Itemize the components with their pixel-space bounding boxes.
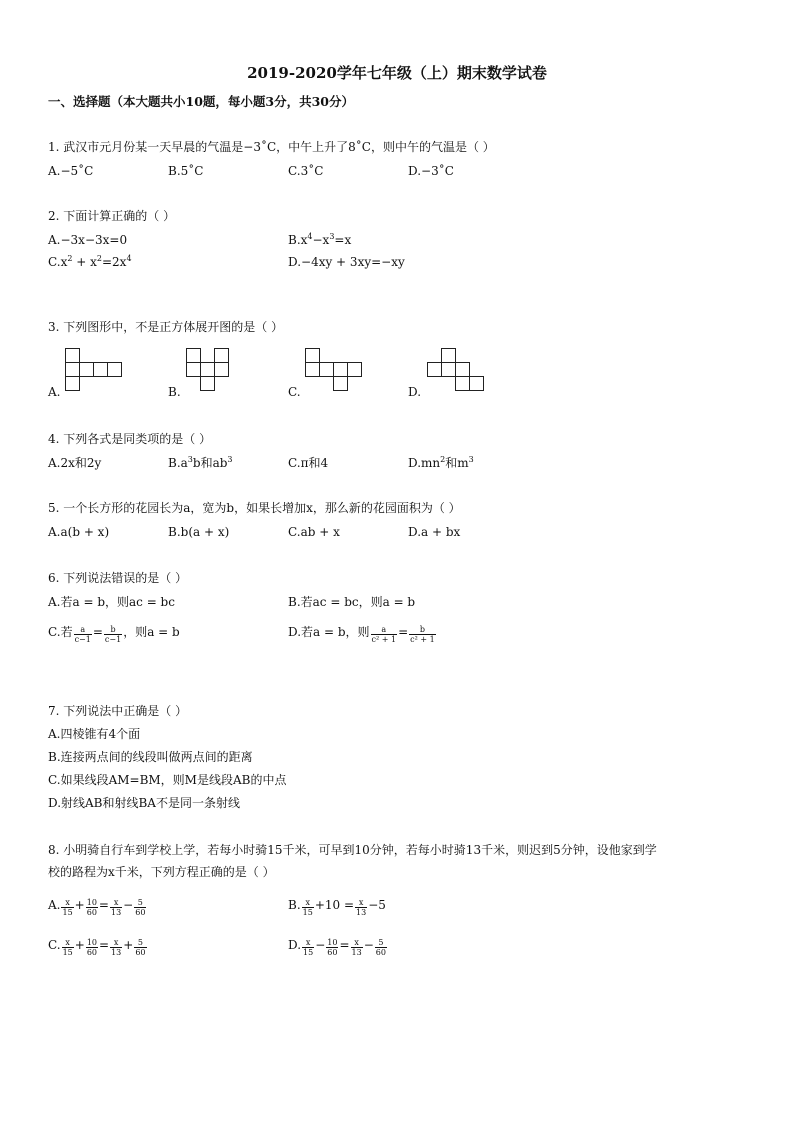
q4-option-c: C.π和4: [288, 456, 329, 470]
q7-option-a: A.四棱锥有4个面: [48, 727, 141, 741]
q2-stem: 2. 下面计算正确的（ ）: [48, 209, 176, 223]
exam-title: 2019-2020学年七年级（上）期末数学试卷: [247, 64, 547, 82]
q6-option-c: C.若 $\frac{a}{c-1}$ = $\frac{b}{c-1}$ ，则a = b: [48, 625, 180, 644]
q2-option-d: D.−4xy + 3xy=−xy: [288, 255, 405, 269]
q1-option-a: A.−5˚C: [48, 164, 94, 178]
q8-stem-line1: 8. 小明骑自行车到学校上学，若每小时骑15千米，可早到10分钟，若每小时骑13千米，则迟到5分钟，设他家到学: [48, 843, 657, 857]
q4-option-b: $B.a^3b$和$ab^3$: [168, 455, 233, 470]
q7-option-b: B.连接两点间的线段叫做两点间的距离: [48, 750, 253, 764]
q2-option-b: $B.x^4-x^3=x$: [288, 232, 352, 247]
q1-stem: 1. 武汉市元月份某一天早晨的气温是−3˚C，中午上升了8˚C，则中午的气温是（ ）: [48, 140, 495, 154]
q3-option-d: D.: [408, 385, 422, 399]
q7-option-d: D.射线AB和射线BA不是同一条射线: [48, 796, 240, 810]
q8-option-c: C. $\frac{x}{15}$ + $\frac{10}{60}$ = $\frac{x}{13}$ + $\frac{5}{60}$: [48, 938, 146, 957]
q2-option-c: $C.x^2 + x^2=2x^4$: [48, 254, 132, 269]
q6-option-a: A.若a = b，则ac = bc: [48, 595, 175, 609]
q1-option-d: D.−3˚C: [408, 164, 454, 178]
q3-option-b: B.: [168, 385, 181, 399]
q1-option-b: B.5˚C: [168, 164, 204, 178]
q3-stem: 3. 下列图形中，不是正方体展开图的是（ ）: [48, 320, 284, 334]
q8-stem-line2: 校的路程为x千米，下列方程正确的是（ ）: [48, 865, 275, 879]
q4-stem: 4. 下列各式是同类项的是（ ）: [48, 432, 212, 446]
section-heading: 一、选择题（本大题共小10题，每小题3分，共30分）: [48, 94, 354, 109]
q4-option-a: A.2x和2y: [48, 456, 102, 470]
q4-option-d: $D.mn^2$和$m^3$: [408, 455, 474, 470]
q7-option-c: C.如果线段AM=BM，则M是线段AB的中点: [48, 773, 287, 787]
q8-option-d: D. $\frac{x}{15}$ − $\frac{10}{60}$ = $\frac{x}{13}$ − $\frac{5}{60}$: [288, 938, 386, 957]
q3-option-a: A.: [48, 385, 61, 399]
q1-option-c: C.3˚C: [288, 164, 324, 178]
q5-option-c: C.ab + x: [288, 525, 340, 539]
q7-stem: 7. 下列说法中正确是（ ）: [48, 704, 188, 718]
q6-option-d: D.若a = b，则 $\frac{a}{\text{c² + 1}}$ = $\frac{b}{\text{c² + 1}}$: [288, 625, 435, 644]
q5-option-b: B.b(a + x): [168, 525, 230, 539]
q6-option-b: B.若ac = bc，则a = b: [288, 595, 416, 609]
q8-option-a: A. $\frac{x}{15}$ + $\frac{10}{60}$ = $\frac{x}{13}$ − $\frac{5}{60}$: [48, 898, 146, 917]
q8-option-b: B. $\frac{x}{15}$ +10 = $\frac{x}{13}$ −5: [288, 898, 386, 917]
q5-option-d: D.a + bx: [408, 525, 461, 539]
q3-option-c: C.: [288, 385, 301, 399]
q6-stem: 6. 下列说法错误的是（ ）: [48, 571, 188, 585]
q2-option-a: A.−3x−3x=0: [48, 233, 128, 247]
q5-option-a: A.a(b + x): [48, 525, 110, 539]
q5-stem: 5. 一个长方形的花园长为a，宽为b，如果长增加x，那么新的花园面积为（ ）: [48, 501, 461, 515]
